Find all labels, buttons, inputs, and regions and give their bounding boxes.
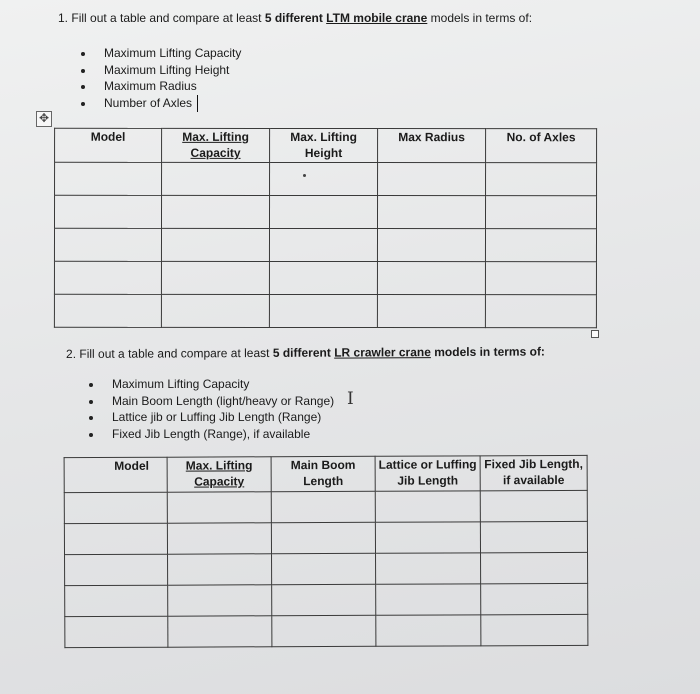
question-number: 1.: [58, 11, 69, 25]
table-cell[interactable]: [272, 584, 376, 615]
question-suffix: models in terms of:: [434, 344, 545, 360]
table-cell[interactable]: [272, 615, 376, 646]
table-cell[interactable]: [485, 196, 596, 229]
table-cell[interactable]: [376, 584, 481, 615]
column-header-lattice-luffing-jib-length: Lattice or Luffing Jib Length: [375, 456, 480, 491]
table-row: [65, 614, 588, 647]
table-header-row: [55, 128, 597, 162]
list-item: Maximum Radius: [81, 78, 241, 95]
table-row: [54, 294, 596, 327]
table-cell[interactable]: [161, 195, 269, 228]
question-prefix: Fill out a table and compare at least: [71, 11, 262, 25]
column-header-fixed-jib-length: Fixed Jib Length, if available: [480, 455, 587, 490]
table-cell[interactable]: [376, 553, 481, 584]
table-cell[interactable]: [481, 583, 588, 614]
table-row: [54, 195, 596, 228]
question-prefix: Fill out a table and compare at least: [79, 345, 270, 361]
question-emphasis: 5 different: [264, 11, 323, 25]
column-header-max-lifting-capacity: [167, 457, 271, 492]
table-cell[interactable]: [376, 615, 481, 646]
table-cell[interactable]: [485, 262, 596, 295]
table-cell[interactable]: [65, 585, 168, 616]
table-cell[interactable]: [162, 162, 270, 195]
table-cell[interactable]: [168, 585, 272, 616]
table-cell[interactable]: [378, 163, 486, 196]
table-cell[interactable]: [54, 195, 161, 228]
table-row: [65, 583, 588, 616]
table-cell[interactable]: [64, 523, 167, 554]
question-1-heading: [58, 11, 532, 25]
question-2-bullet-list: [89, 376, 334, 442]
question-emphasis: 5 different: [272, 345, 331, 360]
table-cell[interactable]: [486, 163, 597, 196]
text-cursor-icon: I: [347, 389, 354, 409]
table-cell[interactable]: [269, 261, 377, 294]
move-icon[interactable]: ✥: [36, 111, 52, 127]
table-cell[interactable]: [167, 523, 271, 554]
table-row: [64, 521, 587, 554]
table-row: [65, 552, 588, 585]
column-header-max-lifting-height: Max. Lifting Height: [270, 128, 378, 162]
question-model-type: LTM mobile crane: [326, 11, 428, 25]
table-cell[interactable]: [161, 294, 269, 327]
question-number: 2.: [65, 346, 77, 361]
lr-crawler-comparison-table[interactable]: [64, 455, 589, 648]
question-model-type: LR crawler crane: [334, 345, 431, 360]
table-cell[interactable]: [168, 616, 272, 647]
table-cell[interactable]: [377, 229, 485, 262]
column-header-no-of-axles: No. of Axles: [486, 129, 597, 163]
table-cell[interactable]: [161, 228, 269, 261]
table-cell[interactable]: [480, 490, 587, 521]
table-cell[interactable]: [485, 229, 596, 262]
table-cell[interactable]: [375, 522, 480, 553]
table-cell[interactable]: [65, 554, 168, 585]
table-cell[interactable]: [64, 492, 167, 523]
question-suffix: models in terms of:: [430, 11, 533, 25]
list-item: Fixed Jib Length (Range), if available: [89, 426, 334, 443]
table-header-row: [64, 455, 587, 492]
table-cell[interactable]: [54, 294, 161, 327]
table-cell[interactable]: [377, 295, 485, 328]
question-2-heading: [66, 344, 545, 361]
table-cell[interactable]: [271, 522, 375, 553]
table-cell[interactable]: [54, 228, 161, 261]
table-cell[interactable]: [485, 295, 596, 328]
table-cell[interactable]: [269, 228, 377, 261]
table-row: [55, 162, 597, 195]
table-cell[interactable]: [168, 554, 272, 585]
resize-handle[interactable]: [591, 330, 599, 338]
column-header-max-radius: Max Radius: [378, 129, 486, 163]
column-header-model: Model: [55, 128, 162, 162]
column-header-main-boom-length: Main Boom Length: [271, 456, 375, 491]
question-1-bullet-list: [81, 45, 241, 111]
header-text: Max. Lifting Capacity: [185, 458, 253, 489]
table-cell[interactable]: [271, 491, 375, 522]
header-text: Max. Lifting Capacity: [182, 129, 249, 160]
table-cell[interactable]: [161, 261, 269, 294]
table-cell[interactable]: [272, 553, 376, 584]
table-cell[interactable]: [481, 552, 588, 583]
table-cell[interactable]: [377, 262, 485, 295]
table-cell[interactable]: [480, 521, 587, 552]
list-item: Maximum Lifting Height: [81, 62, 241, 79]
table-row: [54, 261, 596, 294]
list-item: Maximum Lifting Capacity: [81, 45, 241, 62]
list-item: Number of Axles: [81, 95, 241, 112]
column-header-model: Model: [64, 457, 167, 492]
table-row: [64, 490, 587, 523]
table-cell[interactable]: [375, 491, 480, 522]
stray-mark: [303, 174, 306, 177]
table-cell[interactable]: [377, 196, 485, 229]
table-cell[interactable]: [481, 614, 588, 645]
list-item: Lattice jib or Luffing Jib Length (Range): [89, 409, 334, 426]
table-cell[interactable]: [269, 294, 377, 327]
table-cell[interactable]: [54, 261, 161, 294]
table-cell[interactable]: [167, 492, 271, 523]
text-caret: [197, 95, 198, 112]
table-cell[interactable]: [270, 162, 378, 195]
table-row: [54, 228, 596, 261]
list-item: Main Boom Length (light/heavy or Range): [89, 393, 334, 410]
table-cell[interactable]: [65, 616, 168, 647]
ltm-comparison-table[interactable]: [54, 128, 597, 328]
table-cell[interactable]: [269, 195, 377, 228]
list-item: Maximum Lifting Capacity: [89, 376, 334, 393]
table-cell[interactable]: [55, 162, 162, 195]
column-header-max-lifting-capacity: [162, 128, 270, 162]
